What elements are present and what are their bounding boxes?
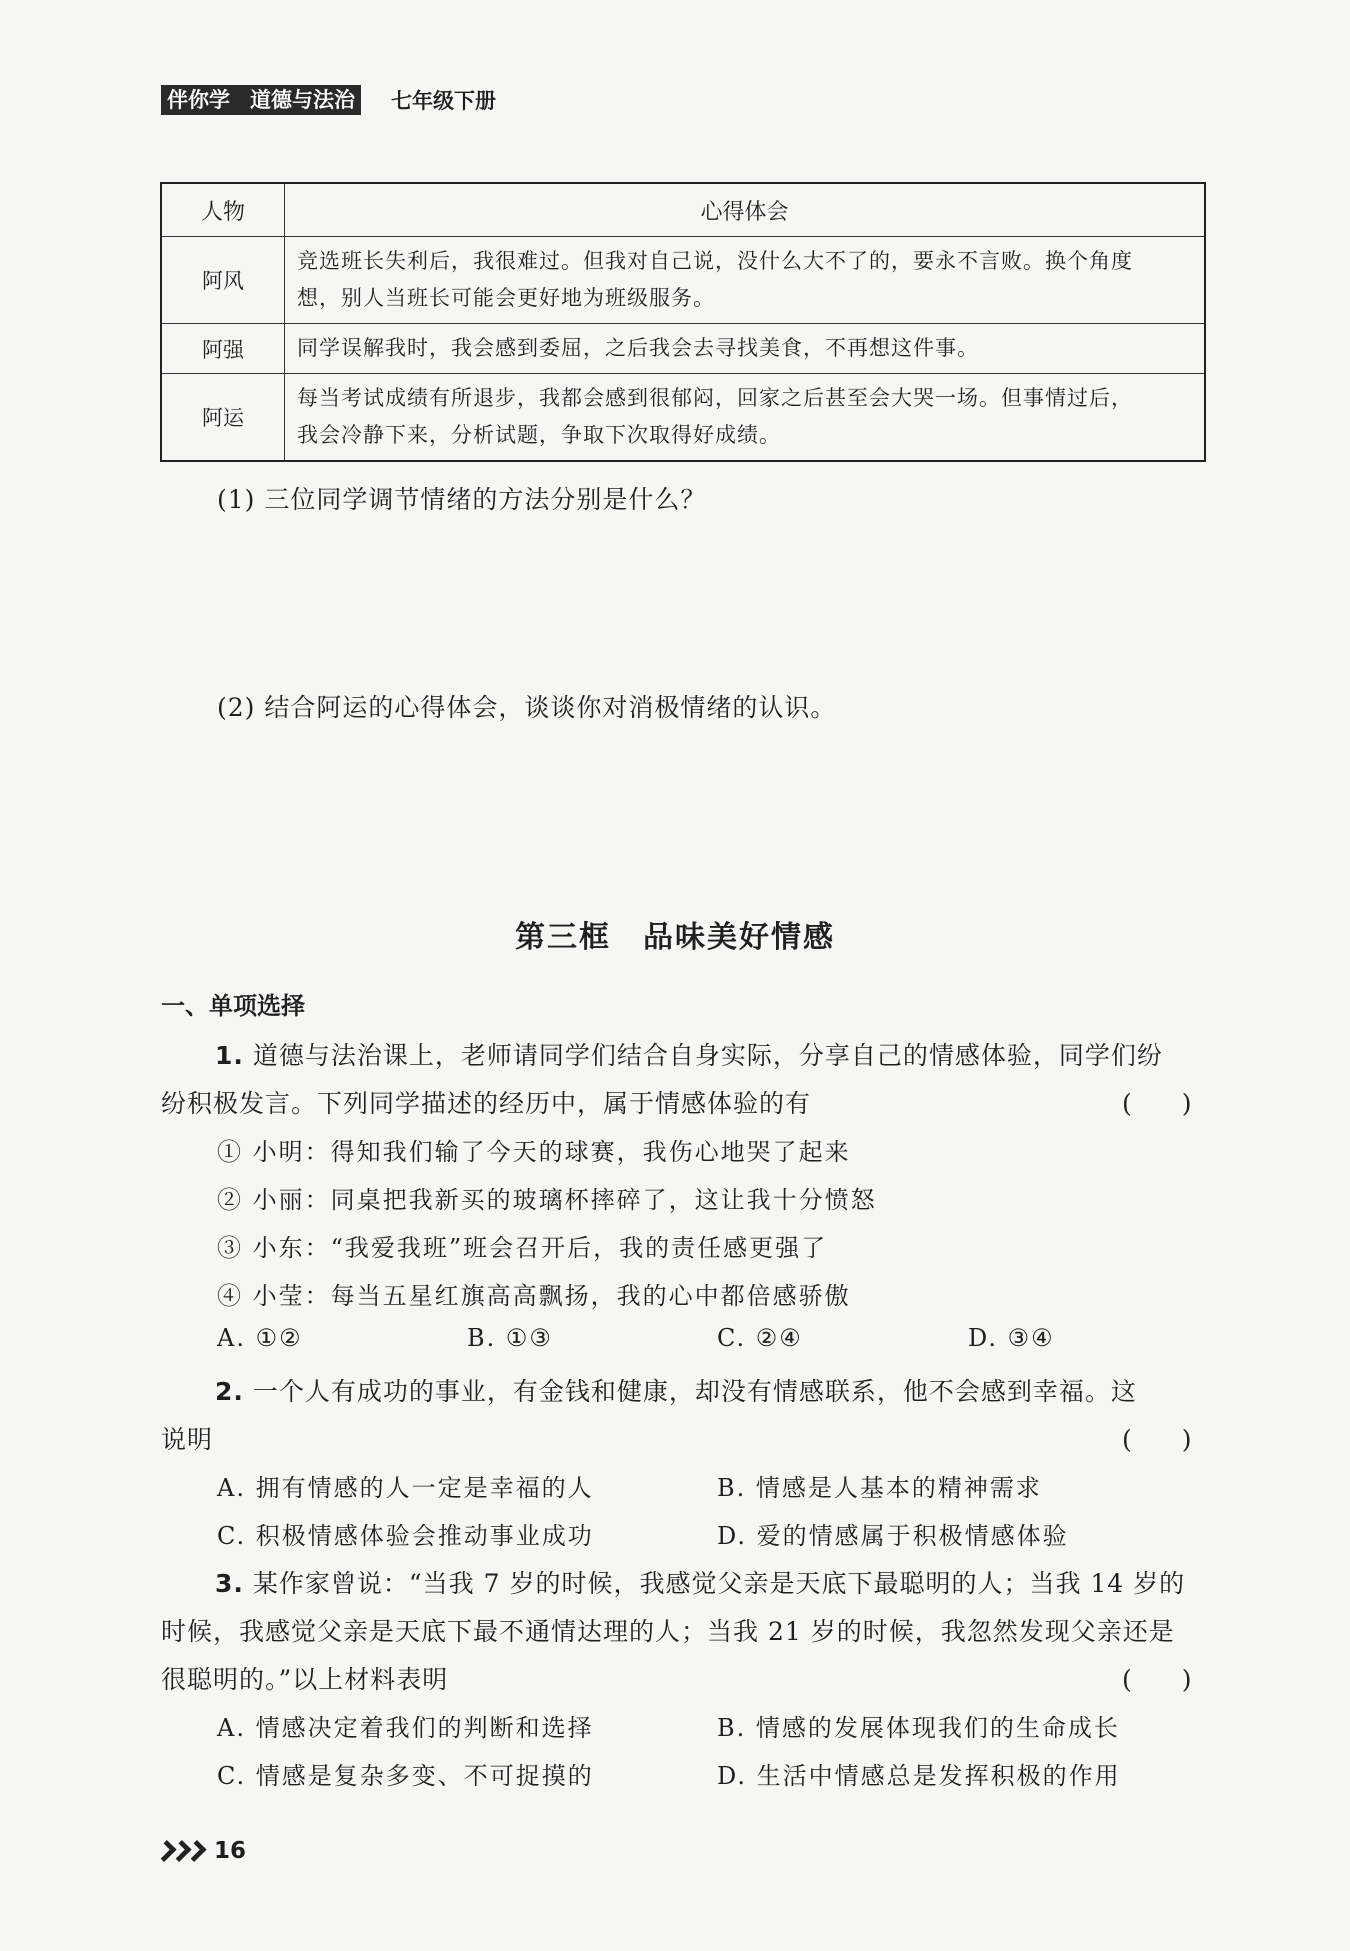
page-footer: [157, 1838, 246, 1864]
statement-2: ② 小丽：同桌把我新买的玻璃杯摔碎了，这让我十分愤怒: [217, 1186, 877, 1214]
option-c: C. 积极情感体验会推动事业成功: [217, 1522, 594, 1550]
subject-name: 道德与法治: [250, 88, 355, 112]
experience-text: [285, 237, 1206, 324]
option-b: B. 情感是人基本的精神需求: [717, 1474, 1042, 1502]
experience-table: [160, 182, 1206, 462]
question-2: (2) 结合阿运的心得体会，谈谈你对消极情绪的认识。: [217, 693, 837, 722]
item-number: 1.: [215, 1041, 244, 1070]
grade-label: 七年级下册: [391, 88, 496, 113]
option-d: D. 爱的情感属于积极情感体验: [717, 1522, 1069, 1550]
option-d: D. 生活中情感总是发挥积极的作用: [717, 1762, 1121, 1790]
statement-3: ③ 小东：“我爱我班”班会召开后，我的责任感更强了: [217, 1234, 828, 1262]
option-a: A. 拥有情感的人一定是幸福的人: [217, 1474, 594, 1502]
item-text: 一个人有成功的事业，有金钱和健康，却没有情感联系，他不会感到幸福。这: [252, 1377, 1137, 1406]
option-c: C. 情感是复杂多变、不可捉摸的: [217, 1762, 594, 1790]
item-number: 2.: [215, 1377, 244, 1406]
header-experience: 心得体会: [285, 183, 1206, 237]
experience-text: [285, 324, 1206, 374]
option-b: B. 情感的发展体现我们的生命成长: [717, 1714, 1120, 1742]
experience-text: [285, 374, 1206, 462]
question-1: (1) 三位同学调节情绪的方法分别是什么？: [217, 485, 707, 514]
person-name: 阿运: [161, 374, 285, 462]
header-person: 人物: [161, 183, 285, 237]
series-name: 伴你学: [167, 88, 230, 112]
item-text: 某作家曾说：“当我 7 岁的时候，我感觉父亲是天底下最聪明的人；当我 14 岁的: [252, 1569, 1186, 1598]
part-title: 一、单项选择: [161, 992, 305, 1020]
text-line: 想，别人当班长可能会更好地为班级服务。: [297, 286, 715, 310]
answer-paren: ( ): [1122, 1665, 1192, 1694]
item-2-line-1: [215, 1372, 1137, 1408]
text-line: 竞选班长失利后，我很难过。但我对自己说，没什么大不了的，要永不言败。换个角度: [297, 249, 1133, 273]
table-row: [161, 237, 1205, 324]
table-row: [161, 374, 1205, 462]
statement-4: ④ 小莹：每当五星红旗高高飘扬，我的心中都倍感骄傲: [217, 1282, 851, 1310]
triple-chevron-icon: [157, 1840, 202, 1862]
person-name: 阿强: [161, 324, 285, 374]
item-1-line-1: [215, 1036, 1163, 1072]
option-d: D. ③④: [968, 1324, 1055, 1352]
statement-1: ① 小明：得知我们输了今天的球赛，我伤心地哭了起来: [217, 1138, 851, 1166]
page-number: 16: [214, 1838, 247, 1864]
text-line: 我会冷静下来，分析试题，争取下次取得好成绩。: [297, 423, 781, 447]
text-line: 每当考试成绩有所退步，我都会感到很郁闷，回家之后甚至会大哭一场。但事情过后，: [297, 386, 1133, 410]
option-b: B. ①③: [467, 1324, 553, 1352]
page-header: [161, 84, 496, 116]
series-badge: [161, 85, 361, 115]
option-a: A. 情感决定着我们的判断和选择: [217, 1714, 594, 1742]
text-line: 同学误解我时，我会感到委屈，之后我会去寻找美食，不再想这件事。: [297, 336, 979, 360]
item-3-line-3: 很聪明的。”以上材料表明: [161, 1665, 449, 1694]
item-number: 3.: [215, 1569, 244, 1598]
option-c: C. ②④: [717, 1324, 803, 1352]
item-text: 道德与法治课上，老师请同学们结合自身实际，分享自己的情感体验，同学们纷: [252, 1041, 1163, 1070]
table-row: [161, 324, 1205, 374]
item-1-line-2: 纷积极发言。下列同学描述的经历中，属于情感体验的有: [161, 1089, 812, 1118]
answer-paren: ( ): [1122, 1425, 1192, 1454]
item-3-line-1: [215, 1564, 1185, 1600]
section-title: 第三框 品味美好情感: [515, 920, 835, 955]
item-3-line-2: 时候，我感觉父亲是天底下最不通情达理的人；当我 21 岁的时候，我忽然发现父亲还是: [161, 1617, 1175, 1646]
item-2-line-2: 说明: [161, 1425, 214, 1454]
person-name: 阿风: [161, 237, 285, 324]
option-a: A. ①②: [217, 1324, 303, 1352]
answer-paren: ( ): [1122, 1089, 1192, 1118]
table-header-row: [161, 183, 1205, 237]
